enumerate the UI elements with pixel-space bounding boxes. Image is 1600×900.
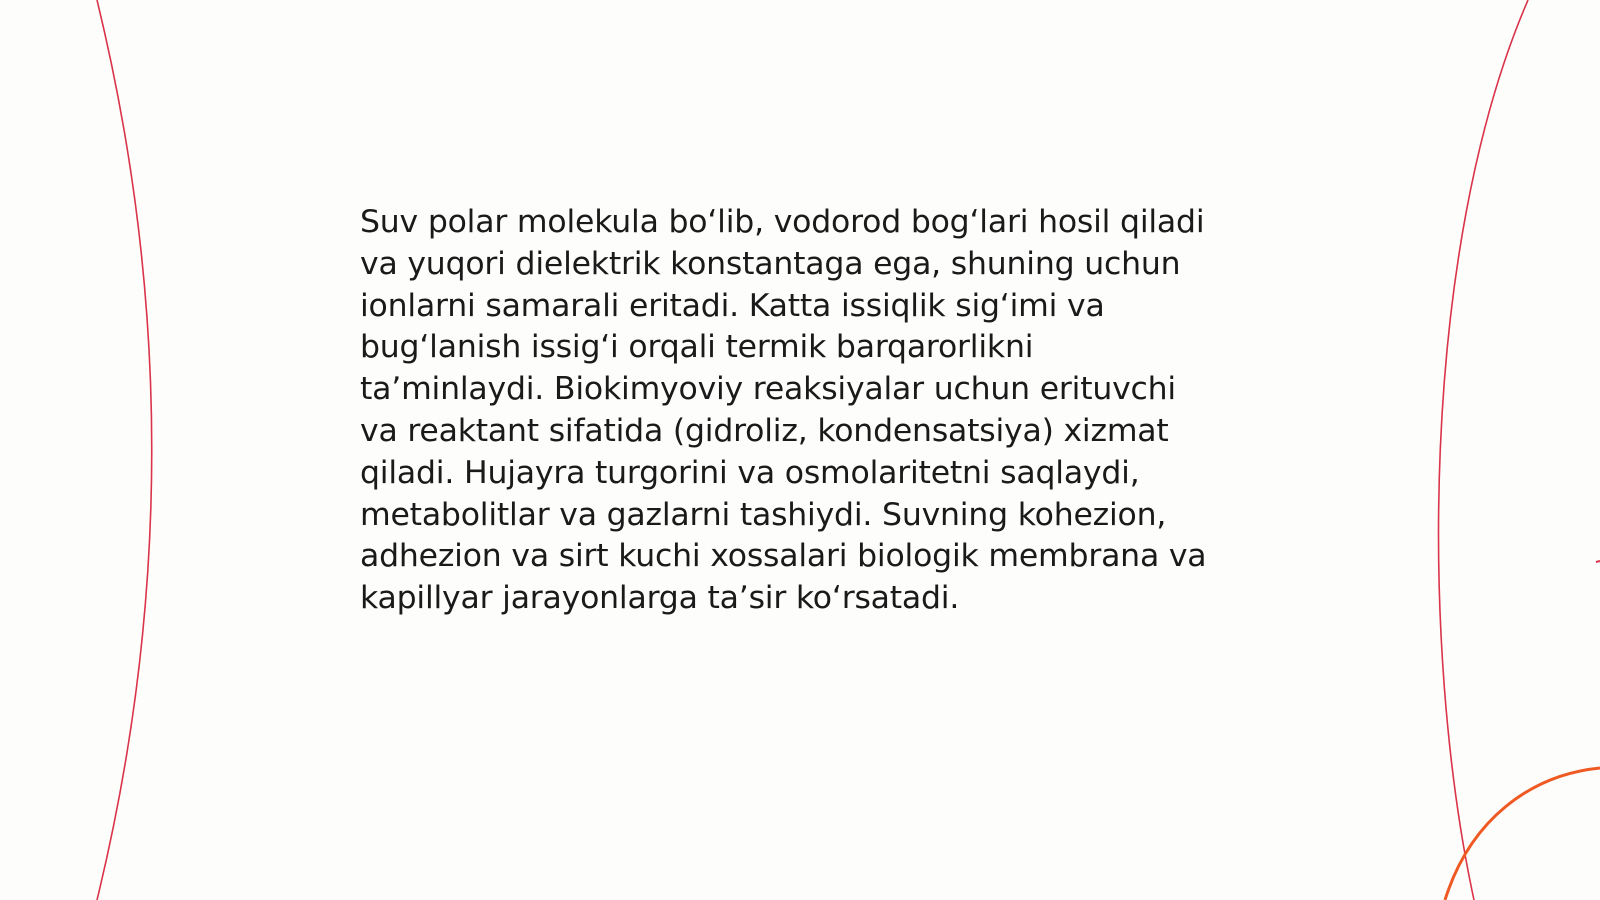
right-edge-mark: [1596, 561, 1600, 562]
accent-arc: [1445, 768, 1600, 900]
right-curve-line: [1439, 0, 1528, 900]
left-curve-line: [97, 0, 152, 900]
body-paragraph: Suv polar molekula bo‘lib, vodorod bog‘lari hosil qiladi va yuqori dielektrik konstantaga ega, shuning uchun ionlarni samarali eritadi. Katta issiqlik sig‘imi va bug‘lanish issig‘i orqali termik barqarorlikni ta’minlaydi. Biokimyoviy reaksiyalar uchun erituvchi va reaktant sifatida (gidroliz, kondensatsiya) xizmat qiladi. Hujayra turgorini va osmolaritetni saqlaydi, metabolitlar va gazlarni tashiydi. Suvning kohezion, adhezion va sirt kuchi xossalari biologik membrana va kapillyar jarayonlarga ta’sir ko‘rsatadi.: [360, 204, 1207, 617]
